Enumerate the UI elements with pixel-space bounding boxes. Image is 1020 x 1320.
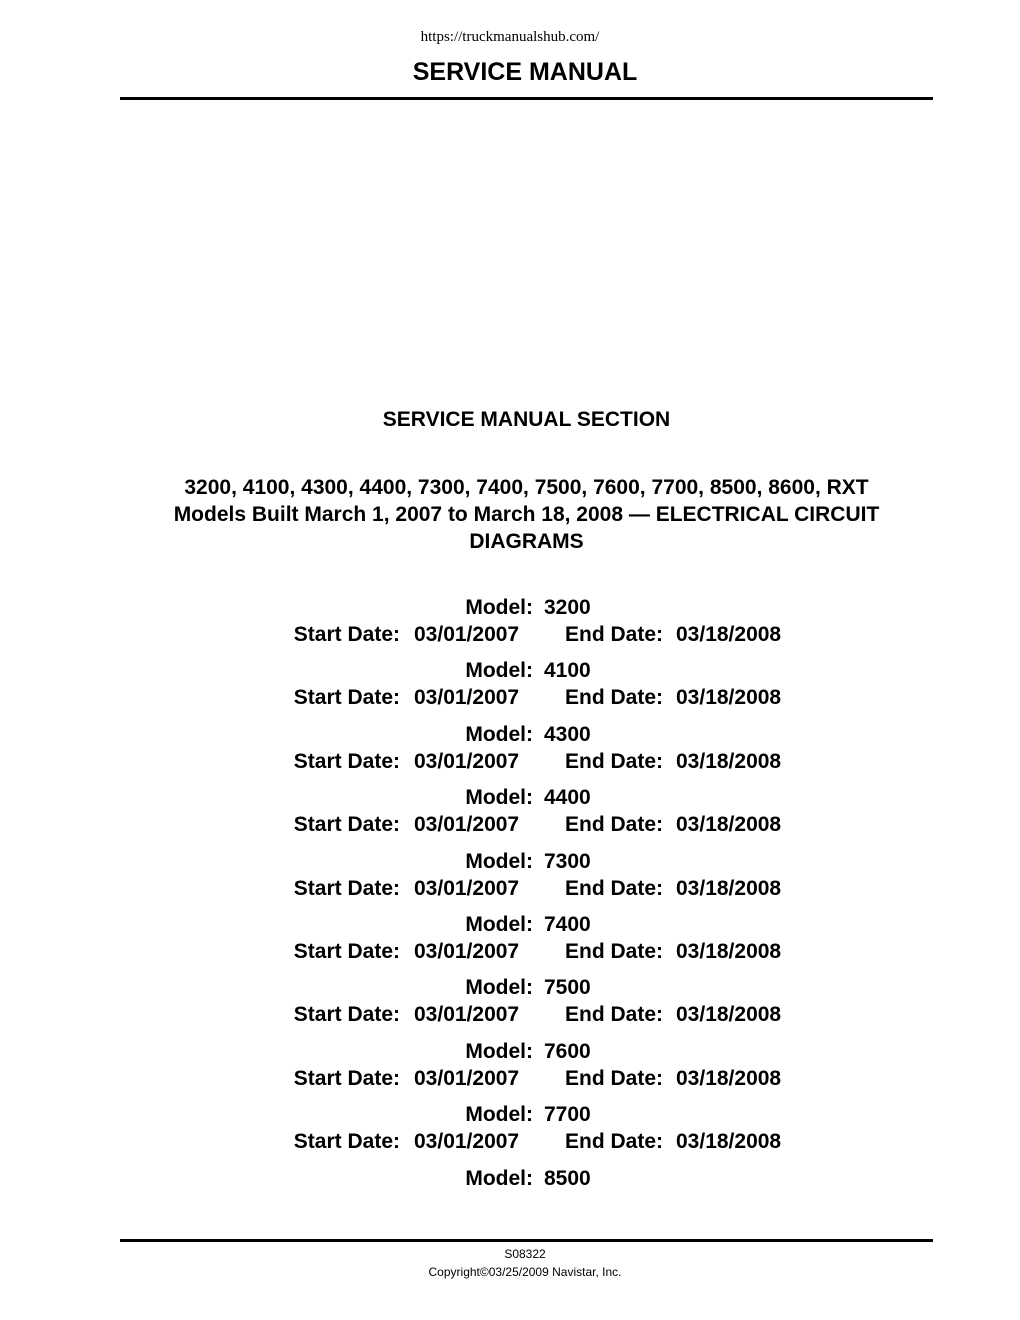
model-entry: [0, 911, 1020, 974]
start-date-value: 03/01/2007: [414, 1003, 520, 1027]
end-date-value: 03/18/2008: [676, 813, 782, 837]
start-date-value: 03/01/2007: [414, 686, 520, 710]
start-date-value: 03/01/2007: [414, 623, 520, 646]
end-date-label: End Date:: [564, 623, 663, 646]
start-date-label: Start Date:: [293, 876, 400, 900]
document-title: [120, 474, 933, 555]
model-line: [0, 721, 1020, 748]
model-entry: [0, 784, 1020, 847]
end-date-label: End Date:: [564, 939, 663, 963]
start-date-value: 03/01/2007: [414, 939, 520, 963]
date-line: [0, 875, 1020, 902]
end-date-label: End Date:: [564, 813, 663, 837]
end-date-value: 03/18/2008: [676, 876, 782, 900]
model-label: Model:: [465, 1039, 533, 1063]
footer-divider: [120, 1239, 933, 1242]
model-value: 7400: [544, 912, 591, 936]
model-label: Model:: [465, 596, 533, 619]
end-date-value: 03/18/2008: [676, 623, 782, 646]
model-label: Model:: [465, 912, 533, 936]
model-line: [0, 1038, 1020, 1065]
model-value: 4100: [544, 659, 591, 683]
model-entry: [0, 594, 1020, 657]
model-entry: [0, 721, 1020, 784]
model-line: [0, 911, 1020, 938]
model-label: Model:: [465, 849, 533, 873]
model-value: 4400: [544, 786, 591, 810]
end-date-value: 03/18/2008: [676, 1130, 782, 1154]
end-date-label: End Date:: [564, 1130, 663, 1154]
end-date-value: 03/18/2008: [676, 749, 782, 773]
document-title-line-1: 3200, 4100, 4300, 4400, 7300, 7400, 7500, 7600, 7700, 8500, 8600, RXT: [184, 476, 869, 499]
start-date-label: Start Date:: [293, 813, 400, 837]
page-header-title: SERVICE MANUAL: [412, 58, 638, 86]
start-date-label: Start Date:: [293, 1130, 400, 1154]
start-date-value: 03/01/2007: [414, 749, 520, 773]
end-date-label: End Date:: [564, 749, 663, 773]
model-label: Model:: [465, 1166, 533, 1190]
end-date-label: End Date:: [564, 876, 663, 900]
model-line: [0, 1165, 1020, 1192]
start-date-label: Start Date:: [293, 686, 400, 710]
date-line: [0, 748, 1020, 775]
model-label: Model:: [465, 976, 533, 1000]
copyright-notice: Copyright©03/25/2009 Navistar, Inc.: [428, 1265, 622, 1279]
model-entry: [0, 1038, 1020, 1101]
header-divider: [120, 97, 933, 100]
start-date-value: 03/01/2007: [414, 1130, 520, 1154]
document-title-line-2: Models Built March 1, 2007 to March 18, 2008 — ELECTRICAL CIRCUIT: [173, 503, 880, 526]
model-label: Model:: [465, 786, 533, 810]
date-line: [0, 1001, 1020, 1028]
start-date-label: Start Date:: [293, 1066, 400, 1090]
model-entry: [0, 848, 1020, 911]
model-entry: [0, 974, 1020, 1037]
date-line: [0, 811, 1020, 838]
end-date-label: End Date:: [564, 1003, 663, 1027]
section-heading: SERVICE MANUAL SECTION: [382, 408, 671, 431]
start-date-label: Start Date:: [293, 939, 400, 963]
date-line: [0, 938, 1020, 965]
model-value: 3200: [544, 596, 591, 619]
model-value: 7600: [544, 1039, 591, 1063]
document-code: S08322: [504, 1247, 546, 1261]
date-line: [0, 684, 1020, 711]
model-entry: [0, 1165, 1020, 1228]
date-line: [0, 1065, 1020, 1092]
date-line: [0, 621, 1020, 648]
date-line: [0, 1128, 1020, 1155]
end-date-value: 03/18/2008: [676, 686, 782, 710]
model-line: [0, 594, 1020, 621]
model-value: 7700: [544, 1103, 591, 1127]
model-label: Model:: [465, 659, 533, 683]
document-title-line-3: DIAGRAMS: [469, 530, 584, 553]
model-list: [0, 594, 1020, 1228]
model-line: [0, 1101, 1020, 1128]
model-entry: [0, 1101, 1020, 1164]
model-value: 7300: [544, 849, 591, 873]
model-line: [0, 657, 1020, 684]
model-line: [0, 974, 1020, 1001]
end-date-label: End Date:: [564, 686, 663, 710]
start-date-value: 03/01/2007: [414, 1066, 520, 1090]
start-date-value: 03/01/2007: [414, 813, 520, 837]
end-date-value: 03/18/2008: [676, 1066, 782, 1090]
source-url: https://truckmanualshub.com/: [420, 29, 600, 45]
end-date-value: 03/18/2008: [676, 939, 782, 963]
model-line: [0, 784, 1020, 811]
model-value: 4300: [544, 722, 591, 746]
model-label: Model:: [465, 1103, 533, 1127]
model-label: Model:: [465, 722, 533, 746]
model-value: 8500: [544, 1166, 591, 1190]
start-date-value: 03/01/2007: [414, 876, 520, 900]
end-date-label: End Date:: [564, 1066, 663, 1090]
start-date-label: Start Date:: [293, 1003, 400, 1027]
model-value: 7500: [544, 976, 591, 1000]
end-date-value: 03/18/2008: [676, 1003, 782, 1027]
start-date-label: Start Date:: [293, 749, 400, 773]
model-entry: [0, 657, 1020, 720]
model-line: [0, 848, 1020, 875]
start-date-label: Start Date:: [293, 623, 400, 646]
